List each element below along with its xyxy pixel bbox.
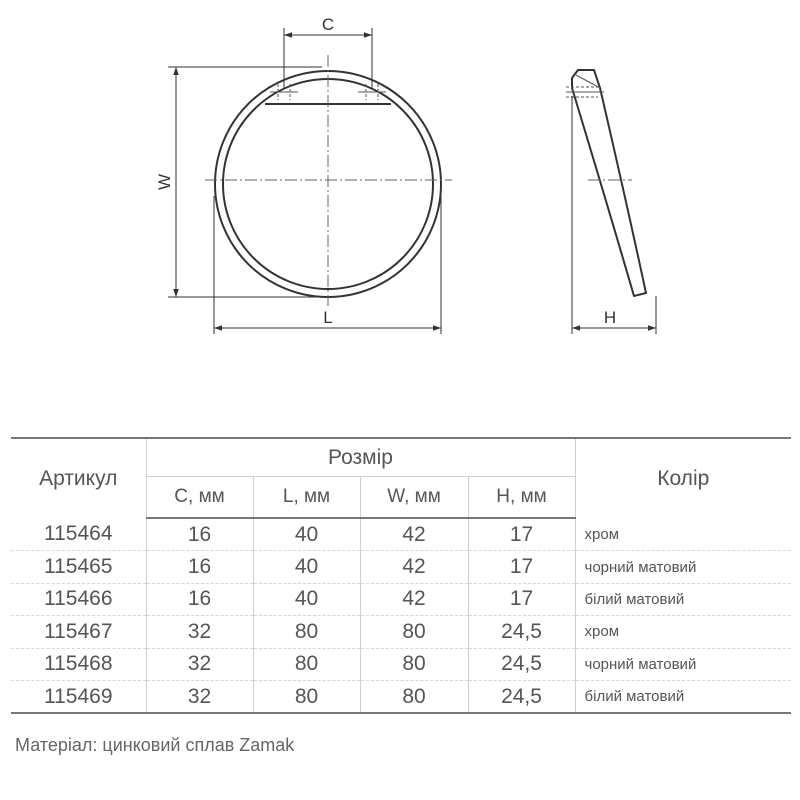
header-c: C, мм: [146, 477, 253, 519]
cell-color: чорний матовий: [575, 551, 791, 583]
cell-article: 115469: [11, 680, 146, 713]
dimension-l-label: L: [323, 308, 333, 327]
table-row: [11, 616, 791, 648]
cell-c: 32: [146, 648, 253, 680]
cell-w: 80: [360, 616, 468, 648]
spec-table: [11, 437, 791, 714]
cell-l: 80: [253, 648, 360, 680]
cell-h: 24,5: [468, 648, 575, 680]
cell-w: 42: [360, 551, 468, 583]
cell-w: 80: [360, 648, 468, 680]
cell-h: 24,5: [468, 616, 575, 648]
cell-l: 40: [253, 518, 360, 551]
cell-c: 16: [146, 551, 253, 583]
cell-l: 80: [253, 616, 360, 648]
cell-w: 42: [360, 583, 468, 615]
table-row: [11, 648, 791, 680]
header-h: H, мм: [468, 477, 575, 519]
cell-c: 16: [146, 518, 253, 551]
cell-l: 80: [253, 680, 360, 713]
cell-article: 115467: [11, 616, 146, 648]
table-row: [11, 583, 791, 615]
cell-c: 32: [146, 616, 253, 648]
cell-h: 17: [468, 518, 575, 551]
cell-article: 115464: [11, 518, 146, 551]
cell-w: 42: [360, 518, 468, 551]
header-w: W, мм: [360, 477, 468, 519]
cell-color: чорний матовий: [575, 648, 791, 680]
material-note: Матеріал: цинковий сплав Zamak: [15, 735, 295, 755]
side-profile: [572, 70, 646, 296]
cell-color: хром: [575, 616, 791, 648]
table-row: [11, 551, 791, 583]
cell-h: 17: [468, 583, 575, 615]
cell-article: 115465: [11, 551, 146, 583]
cell-color: білий матовий: [575, 583, 791, 615]
table-row: [11, 518, 791, 551]
header-l: L, мм: [253, 477, 360, 519]
cell-c: 16: [146, 583, 253, 615]
cell-w: 80: [360, 680, 468, 713]
cell-c: 32: [146, 680, 253, 713]
cell-l: 40: [253, 583, 360, 615]
cell-article: 115468: [11, 648, 146, 680]
header-size-group: Розмір: [146, 438, 575, 477]
dimension-w-label: W: [155, 173, 174, 191]
cell-color: хром: [575, 518, 791, 551]
dimension-c-label: C: [321, 15, 335, 34]
front-view: [155, 15, 452, 334]
header-color: Колір: [575, 438, 791, 518]
cell-color: білий матовий: [575, 680, 791, 713]
cell-h: 17: [468, 551, 575, 583]
cell-article: 115466: [11, 583, 146, 615]
header-article: Артикул: [11, 438, 146, 518]
cell-h: 24,5: [468, 680, 575, 713]
table-row: [11, 680, 791, 713]
cell-l: 40: [253, 551, 360, 583]
dimension-w: [155, 67, 326, 297]
side-view: [566, 70, 656, 334]
dimension-h-label: H: [603, 308, 617, 327]
